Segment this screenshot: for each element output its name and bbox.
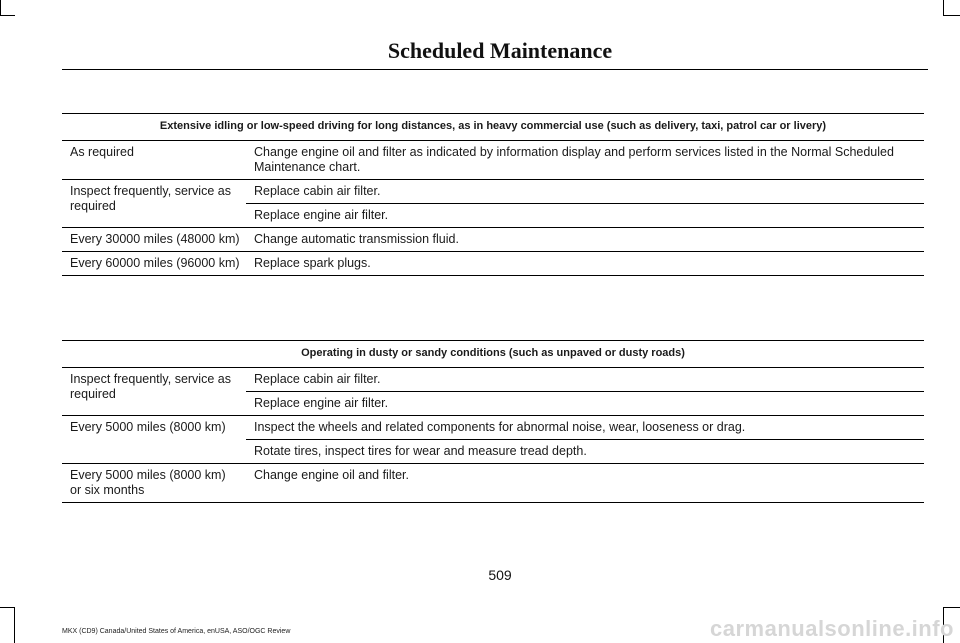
service-cell: Replace engine air filter.: [246, 392, 924, 416]
interval-cell: Inspect frequently, service as required: [62, 180, 246, 228]
watermark-text: carmanualsonline.info: [710, 616, 954, 641]
table-row: [62, 368, 924, 392]
crop-mark: [943, 607, 960, 608]
interval-cell: Inspect frequently, service as required: [62, 368, 246, 416]
service-cell: Change engine oil and filter as indicated by information display and perform services listed in the Normal Scheduled Maintenance chart.: [246, 141, 924, 180]
service-cell: Replace cabin air filter.: [246, 368, 924, 392]
crop-mark: [0, 607, 14, 608]
crop-mark: [943, 15, 960, 16]
table-row: [62, 464, 924, 503]
table-row: [62, 180, 924, 204]
interval-cell: Every 30000 miles (48000 km): [62, 228, 246, 252]
service-cell: Inspect the wheels and related components for abnormal noise, wear, looseness or drag.: [246, 416, 924, 440]
service-cell: Change automatic transmission fluid.: [246, 228, 924, 252]
table-row: [62, 228, 924, 252]
interval-cell: Every 5000 miles (8000 km) or six months: [62, 464, 246, 503]
title-divider: [62, 69, 928, 70]
crop-mark: [0, 0, 1, 15]
interval-cell: Every 60000 miles (96000 km): [62, 252, 246, 276]
table-row: [62, 252, 924, 276]
interval-cell: Every 5000 miles (8000 km): [62, 416, 246, 464]
service-cell: Replace engine air filter.: [246, 204, 924, 228]
table-heading: Extensive idling or low-speed driving for long distances, as in heavy commercial use (such as delivery, taxi, patrol car or livery): [62, 114, 924, 141]
crop-mark: [943, 0, 944, 15]
crop-mark: [14, 607, 15, 643]
maintenance-table-heavy-use: [62, 113, 924, 276]
service-cell: Rotate tires, inspect tires for wear and measure tread depth.: [246, 440, 924, 464]
maintenance-table-dusty-conditions: [62, 340, 924, 503]
service-cell: Replace spark plugs.: [246, 252, 924, 276]
service-cell: Replace cabin air filter.: [246, 180, 924, 204]
table-heading: Operating in dusty or sandy conditions (such as unpaved or dusty roads): [62, 341, 924, 368]
document-footer: MKX (CD9) Canada/United States of America, enUSA, ASO/OGC Review: [62, 628, 291, 635]
table-row: [62, 141, 924, 180]
table-row: [62, 416, 924, 440]
crop-mark: [0, 15, 15, 16]
page-number: 509: [488, 567, 512, 583]
page-title: Scheduled Maintenance: [387, 38, 613, 63]
interval-cell: As required: [62, 141, 246, 180]
service-cell: Change engine oil and filter.: [246, 464, 924, 503]
